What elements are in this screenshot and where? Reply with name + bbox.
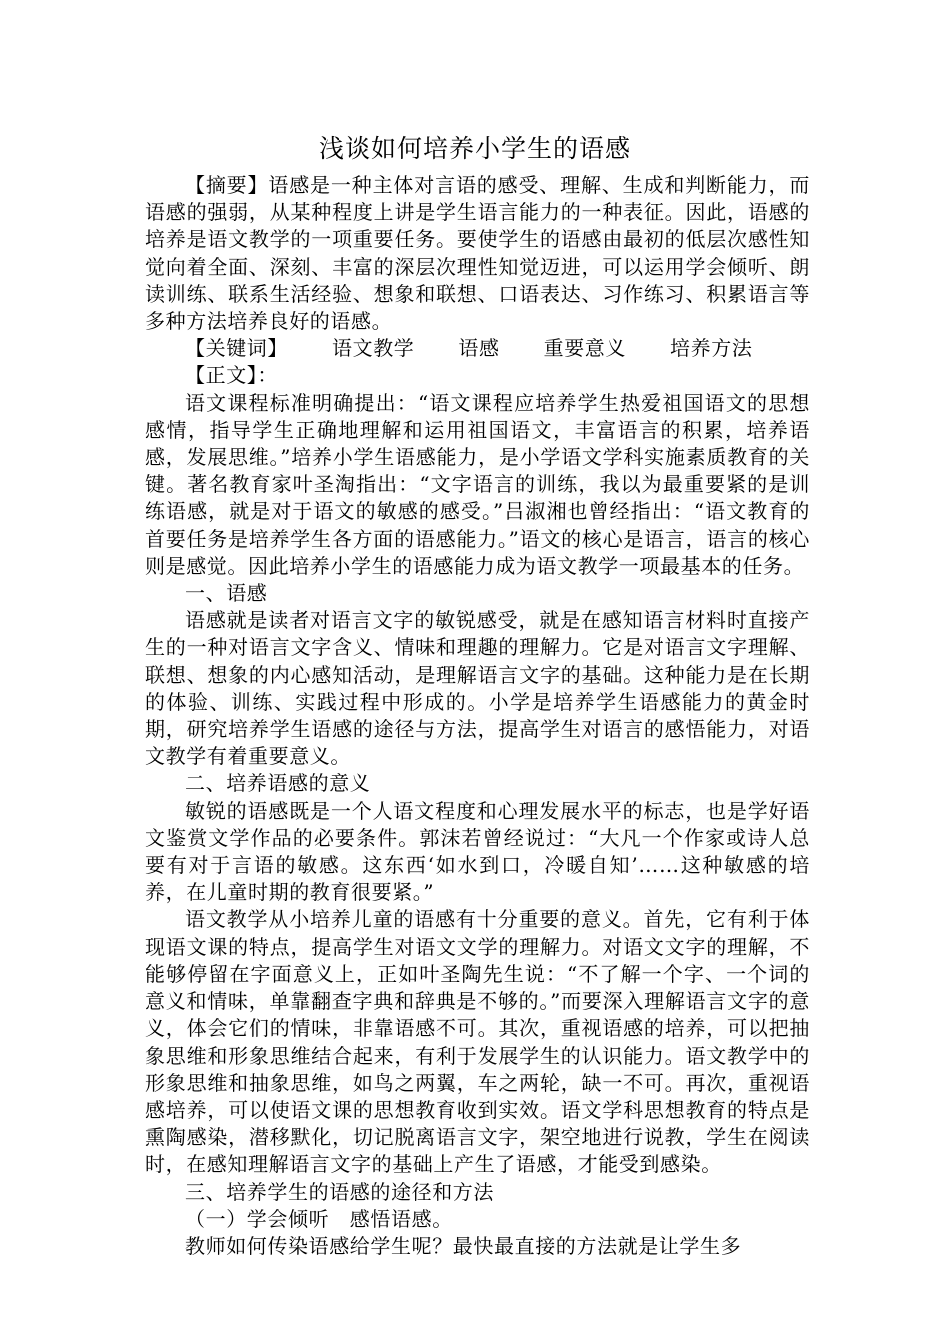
section-heading: 二、培养语感的意义 — [185, 771, 371, 796]
body-paragraph: 教师如何传染语感给学生呢？最快最直接的方法就是让学生多 — [185, 1233, 742, 1258]
subsection-heading: （一）学会倾听 感悟语感。 — [185, 1206, 453, 1231]
keyword-item: 语文教学 — [332, 336, 415, 361]
section-heading: 三、培养学生的语感的途径和方法 — [185, 1179, 494, 1204]
keywords-label: 【关键词】 — [185, 336, 288, 361]
keyword-item: 重要意义 — [543, 336, 627, 361]
main-text-label: 【正文】： — [185, 363, 278, 388]
body-paragraph: 敏锐的语感既是一个人语文程度和心理发展水平的标志，也是学好语文鉴赏文学作品的必要条件。郭沫若曾经说过：“大凡一个作家或诗人总要有对于言语的敏感。这东西‘如水到口，冷暖自知’……这种敏感的培养，在儿童时期的教育很要紧。” — [145, 798, 810, 905]
intro-paragraph: 语文课程标准明确提出：“语文课程应培养学生热爱祖国语文的思想感情，指导学生正确地理解和运用祖国语文，丰富语言的积累，培养语感，发展思维。”培养小学生语感能力，是小学语文学科实施素质教育的关键。著名教育家叶圣淘指出：“文字语言的训练，我以为最重要紧的是训练语感，就是对于语文的敏感的感受。”吕淑湘也曾经指出：“语文教育的首要任务是培养学生各方面的语感能力。”语文的核心是语言，语言的核心则是感觉。因此培养小学生的语感能力成为语文教学一项最基本的任务。 — [145, 390, 810, 578]
body-paragraph: 语感就是读者对语言文字的敏锐感受，就是在感知语言材料时直接产生的一种对语言文字含义、情味和理趣的理解力。它是对语言文字理解、联想、想象的内心感知活动，是理解语言文字的基础。这种能力是在长期的体验、训练、实践过程中形成的。小学是培养学生语感能力的黄金时期，研究培养学生语感的途径与方法，提高学生对语言的感悟能力，对语文教学有着重要意义。 — [145, 608, 810, 769]
abstract-paragraph: 【摘要】语感是一种主体对言语的感受、理解、生成和判断能力，而语感的强弱，从某种程度上讲是学生语言能力的一种表征。因此，语感的培养是语文教学的一项重要任务。要使学生的语感由最初的低层次感性知觉向着全面、深刻、丰富的深层次理性知觉迈进，可以运用学会倾听、朗读训练、联系生活经验、想象和联想、口语表达、习作练习、积累语言等多种方法培养良好的语感。 — [145, 173, 810, 334]
document-title: 浅谈如何培养小学生的语感 — [318, 134, 631, 163]
keywords-line — [145, 335, 810, 362]
keyword-item: 语感 — [458, 336, 500, 361]
document-body — [145, 172, 810, 1260]
body-paragraph: 语文教学从小培养儿童的语感有十分重要的意义。首先，它有利于体现语文课的特点，提高学生对语文文学的理解力。对语文文字的理解，不能够停留在字面意义上，正如叶圣陶先生说：“不了解一个字、一个词的意义和情味，单靠翻查字典和辞典是不够的。”而要深入理解语言文字的意义，体会它们的情味，非靠语感不可。其次，重视语感的培养，可以把抽象思维和形象思维结合起来，有利于发展学生的认识能力。语文教学中的形象思维和抽象思维，如鸟之两翼，车之两轮，缺一不可。再次，重视语感培养，可以使语文课的思想教育收到实效。语文学科思想教育的特点是熏陶感染，潜移默化，切记脱离语言文字，架空地进行说教，学生在阅读时，在感知理解语言文字的基础上产生了语感，才能受到感染。 — [145, 907, 810, 1177]
section-heading: 一、语感 — [185, 581, 268, 606]
keyword-item: 培养方法 — [670, 336, 753, 361]
